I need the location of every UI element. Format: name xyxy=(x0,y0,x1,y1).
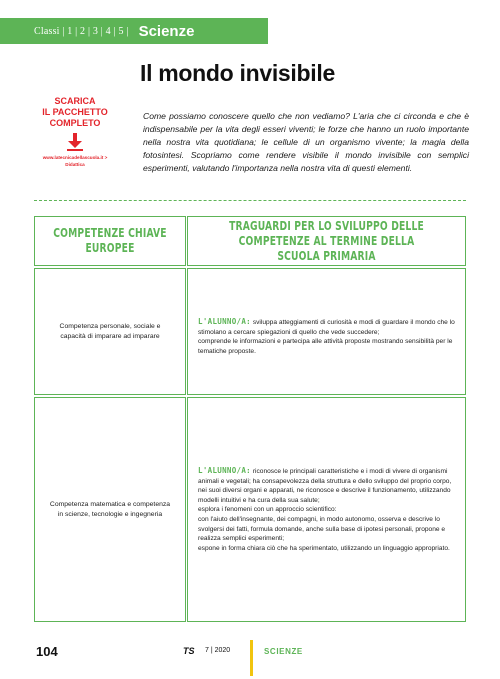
goal-1-line-2: comprende le informazioni e partecipa alle attività proposte mostrando sensibilità per le tematiche proposte. xyxy=(198,338,453,355)
table-row-1-right xyxy=(187,268,466,395)
download-arrow-icon xyxy=(65,132,85,152)
table-row-2-right xyxy=(187,397,466,622)
download-url-section[interactable]: Didattica xyxy=(65,162,85,167)
table-header-right xyxy=(187,216,466,266)
goal-2-line-2: esplora i fenomeni con un approccio scientifico: xyxy=(198,506,337,514)
table-header-left-label: COMPETENZE CHIAVE EUROPEE xyxy=(53,226,167,255)
table-header-right-label: TRAGUARDI PER LO SVILUPPO DELLE COMPETENZE AL TERMINE DELLA SCUOLA PRIMARIA xyxy=(229,218,424,263)
footer-divider xyxy=(250,640,253,676)
subject-label: Scienze xyxy=(138,22,195,40)
goal-2-line-1: riconosce le principali caratteristiche e i modi di vivere di organismi animali e vegetali; ha consapevolezza della struttura e dello sviluppo del proprio corpo, nei suoi diversi organi e apparati, ne riconosce e descrive il funzionamento, utilizzando modelli intuitivi e ha cura della sua salute; xyxy=(198,468,452,504)
table-row-2-left xyxy=(34,397,186,622)
goal-2-line-4: espone in forma chiara ciò che ha sperimentato, utilizzando un linguaggio appropriato. xyxy=(198,544,450,552)
header-bar xyxy=(0,18,268,44)
student-lead-1: L'ALUNNO/A: xyxy=(198,317,251,326)
section-divider-top xyxy=(34,200,466,201)
download-line-3: COMPLETO xyxy=(49,118,101,128)
table-row-1-left xyxy=(34,268,186,395)
goal-1-line-1: sviluppa atteggiamenti di curiosità e modi di guardare il mondo che lo stimolano a cercare spiegazioni di quello che vede succedere; xyxy=(198,319,455,336)
magazine-logo: TS xyxy=(183,646,195,656)
page-number: 104 xyxy=(36,644,58,659)
download-url[interactable]: www.latecnicadellascuola.it > xyxy=(42,155,108,160)
classes-label: Classi | 1 | 2 | 3 | 4 | 5 | xyxy=(34,25,129,37)
table-header-left xyxy=(34,216,186,266)
student-lead-2: L'ALUNNO/A: xyxy=(198,466,251,475)
issue-label: 7 | 2020 xyxy=(205,647,231,654)
goal-2-line-3: con l'aiuto dell'insegnante, dei compagni, in modo autonomo, osserva e descrive lo svolgersi dei fatti, formula domande, anche sulla base di ipotesi personali, propone e realizza semplici esperimenti; xyxy=(198,515,446,543)
page-title: Il mondo invisibile xyxy=(140,60,335,86)
download-line-1: SCARICA xyxy=(54,96,96,106)
competence-label-2: Competenza matematica e competenza in scienze, tecnologie e ingegneria xyxy=(49,501,171,518)
download-block[interactable] xyxy=(34,96,116,168)
competence-label-1: Competenza personale, sociale e capacità di imparare ad imparare xyxy=(59,323,161,340)
intro-paragraph: Come possiamo conoscere quello che non vediamo? L'aria che ci circonda e che è indispensabile per la vita degli esseri viventi; le forze che hanno un ruolo importante nella nostra vita quotidiana; le cellule di un organismo vivente; la magia della fotosintesi. Scopriamo come rendere visibile il mondo invisibile con semplici esperimenti, valutando l'importanza nella nostra vita di questi elementi. xyxy=(143,111,469,173)
download-line-2: IL PACCHETTO xyxy=(42,107,108,117)
footer-subject: SCIENZE xyxy=(264,647,303,656)
